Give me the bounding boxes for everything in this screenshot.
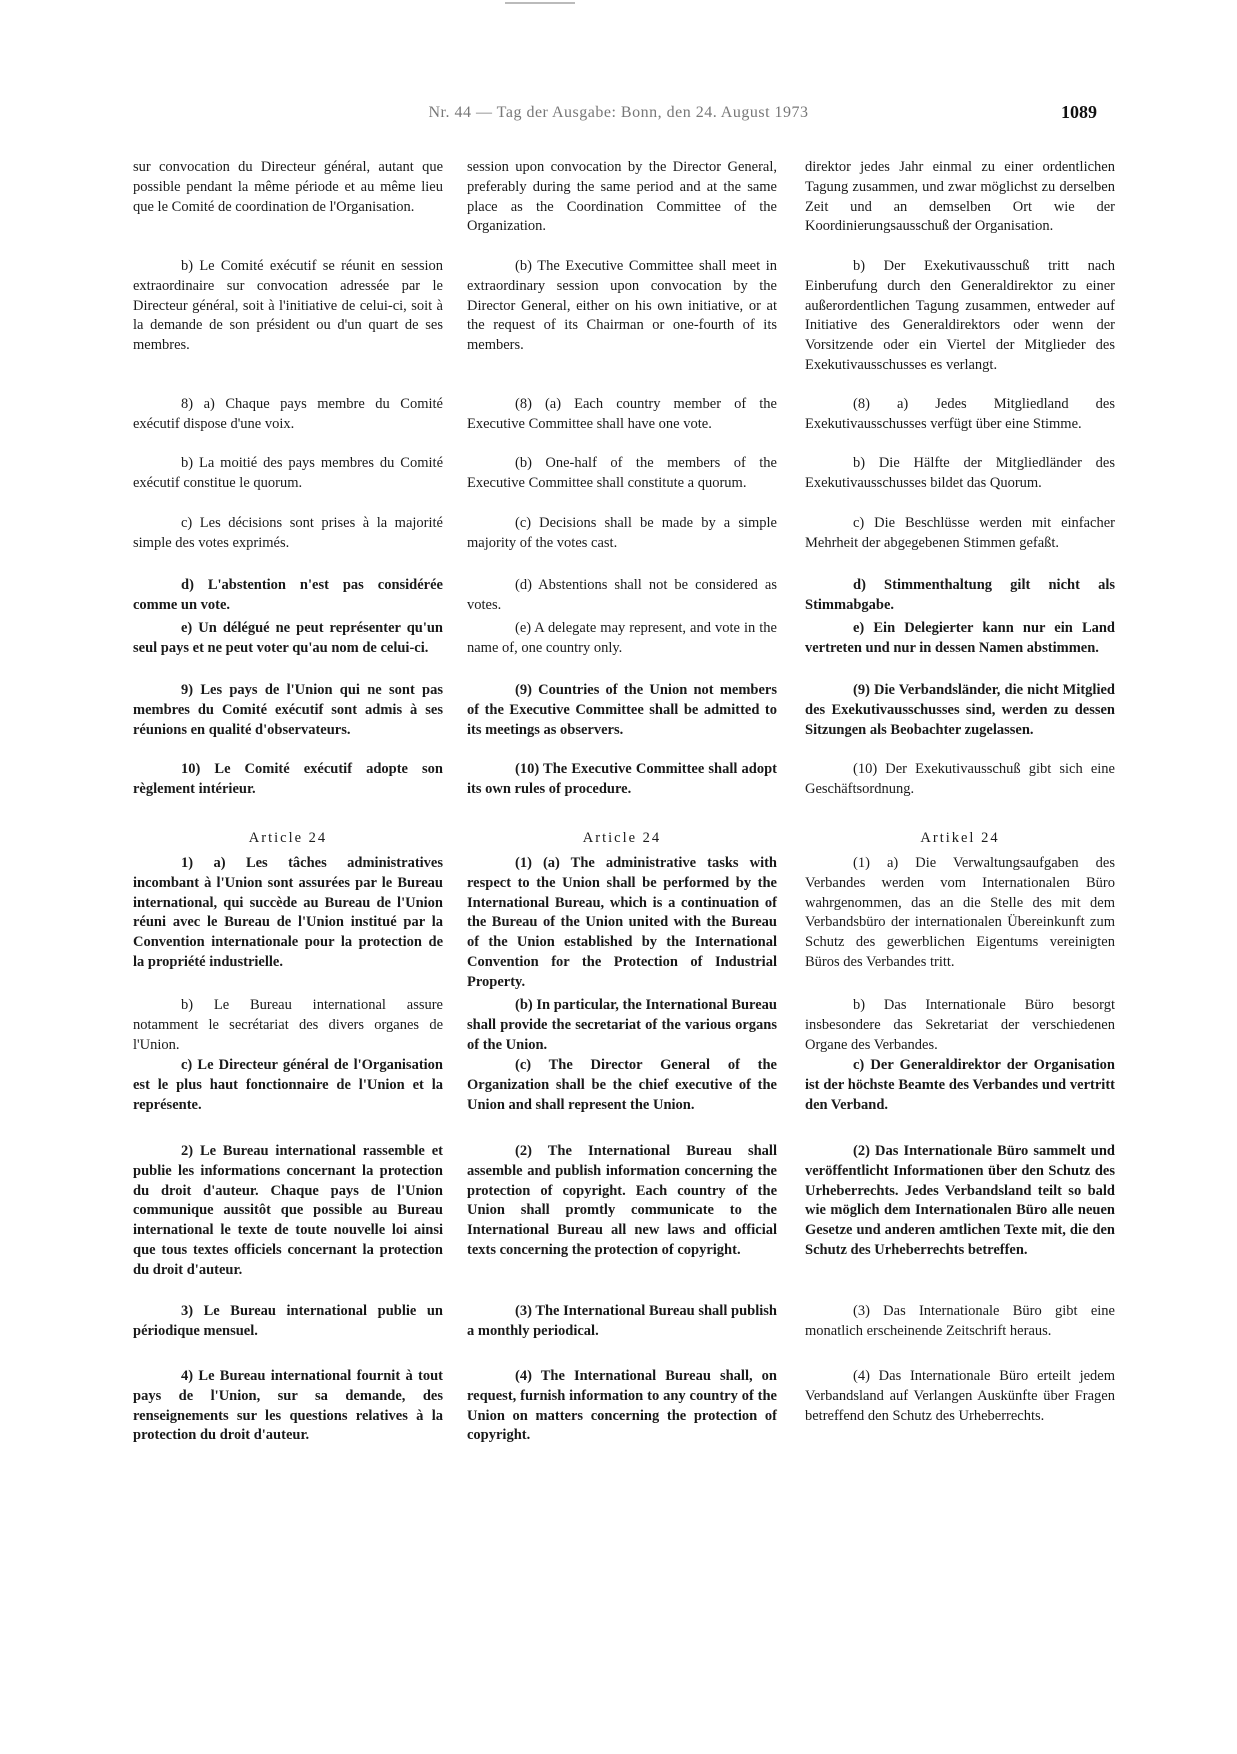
paragraph: c) Le Directeur général de l'Organisation est le plus haut fonctionnaire de l'Union et la représente. [133,1057,443,1113]
paragraph: b) Der Exekutivausschuß tritt nach Einberufung durch den Generaldirektor zu einer außerordentlichen Tagung zusammen, entweder auf Initiative des Generaldirektors oder wenn der Vorsitzende oder ein Viertel der Mitglieder des Exekutivausschusses es verlangt. [805,258,1115,373]
page-header [120,104,1117,128]
paragraph: 8) a) Chaque pays membre du Comité exécutif dispose d'une voix. [133,396,443,432]
paragraph: c) Der Generaldirektor der Organisation ist der höchste Beamte des Verbandes und vertritt den Verband. [805,1057,1115,1113]
article-heading: Article 24 [248,830,328,846]
paragraph: (c) The Director General of the Organization shall be the chief executive of the Union and shall represent the Union. [467,1057,777,1113]
paragraph: (3) Das Internationale Büro gibt eine monatlich erscheinende Zeitschrift heraus. [805,1303,1115,1339]
paragraph: (2) Das Internationale Büro sammelt und veröffentlicht Informationen über den Schutz des Urheberrechts. Jedes Verbandsland teilt so bald wie möglich dem Internationalen Büro alle neuen Gesetze und anderen amtlichen Texte mit, die den Schutz des Urheberrechts betreffen. [805,1143,1115,1258]
paragraph: c) Les décisions sont prises à la majorité simple des votes exprimés. [133,515,443,551]
paragraph: (10) The Executive Committee shall adopt its own rules of procedure. [467,761,777,797]
paragraph: (10) Der Exekutivausschuß gibt sich eine Geschäftsordnung. [805,761,1115,797]
paragraph: e) Un délégué ne peut représenter qu'un seul pays et ne peut voter qu'au nom de celui-ci. [133,620,443,656]
paragraph: direktor jedes Jahr einmal zu einer ordentlichen Tagung zusammen, und zwar möglichst zu derselben Zeit und an demselben Ort wie der Koordinierungsausschuß der Organisation. [805,159,1115,235]
paragraph: (4) The International Bureau shall, on request, furnish information to any country of the Union on matters concerning the protection of copyright. [467,1368,777,1444]
paragraph: (b) One-half of the members of the Executive Committee shall constitute a quorum. [467,455,777,491]
page-number: 1089 [1061,102,1097,122]
paragraph: b) Die Hälfte der Mitgliedländer des Exekutivausschusses bildet das Quorum. [805,455,1115,491]
paragraph: b) Le Comité exécutif se réunit en session extraordinaire sur convocation adressée par le Directeur général, soit à l'initiative de celui-ci, soit à la demande de son président ou d'un quart de ses membres. [133,258,443,354]
paragraph: (9) Die Verbandsländer, die nicht Mitglied des Exekutivausschusses sind, werden zu dessen Sitzungen als Beobachter zugelassen. [805,682,1115,738]
paragraph: 2) Le Bureau international rassemble et publie les informations concernant la protection du droit d'auteur. Chaque pays de l'Union communique aussitôt que possible au Bureau international le texte de toute nouvelle loi ainsi que tous textes officiels concernant la protection du droit d'auteur. [133,1143,443,1278]
article-heading: Article 24 [582,830,662,846]
paragraph: session upon convocation by the Director General, preferably during the same period and at the same place as the Coordination Committee of the Organization. [467,159,777,235]
paragraph: b) Le Bureau international assure notamment le secrétariat des divers organes de l'Union. [133,997,443,1053]
paragraph: (c) Decisions shall be made by a simple majority of the votes cast. [467,515,777,551]
article-heading: Artikel 24 [920,830,1000,846]
scan-mark [505,2,575,4]
paragraph: d) L'abstention n'est pas considérée comme un vote. [133,577,443,613]
paragraph: 1) a) Les tâches administratives incombant à l'Union sont assurées par le Bureau international, qui succède au Bureau de l'Union réuni avec le Bureau de l'Union institué par la Convention internationale pour la protection de la propriété industrielle. [133,855,443,970]
paragraph: (e) A delegate may represent, and vote in the name of, one country only. [467,620,777,656]
paragraph: (8) (a) Each country member of the Executive Committee shall have one vote. [467,396,777,432]
paragraph: 3) Le Bureau international publie un périodique mensuel. [133,1303,443,1339]
paragraph: (4) Das Internationale Büro erteilt jedem Verbandsland auf Verlangen Auskünfte über Fragen betreffend den Schutz des Urheberrechts. [805,1368,1115,1424]
paragraph: 9) Les pays de l'Union qui ne sont pas membres du Comité exécutif sont admis à ses réunions en qualité d'observateurs. [133,682,443,738]
paragraph: (1) (a) The administrative tasks with respect to the Union shall be performed by the International Bureau, which is a continuation of the Bureau of the Union united with the Bureau of the Union established by the International Convention for the Protection of Industrial Property. [467,855,777,990]
paragraph: b) Das Internationale Büro besorgt insbesondere das Sekretariat der verschiedenen Organe des Verbandes. [805,997,1115,1053]
paragraph: e) Ein Delegierter kann nur ein Land vertreten und nur in dessen Namen abstimmen. [805,620,1115,656]
paragraph: c) Die Beschlüsse werden mit einfacher Mehrheit der abgegebenen Stimmen gefaßt. [805,515,1115,551]
paragraph: b) La moitié des pays membres du Comité exécutif constitue le quorum. [133,455,443,491]
paragraph: (1) a) Die Verwaltungsaufgaben des Verbandes werden vom Internationalen Büro wahrgenommen, das an die Stelle des mit dem Verbandsbüro der internationalen Übereinkunft zum Schutz des gewerblichen Eigentums vereinigten Büros des Verbandes tritt. [805,855,1115,970]
paragraph: (b) The Executive Committee shall meet in extraordinary session upon convocation by the Director General, either on his own initiative, or at the request of its Chairman or one-fourth of its members. [467,258,777,354]
paragraph: (b) In particular, the International Bureau shall provide the secretariat of the various organs of the Union. [467,997,777,1053]
paragraph: (8) a) Jedes Mitgliedland des Exekutivausschusses verfügt über eine Stimme. [805,396,1115,432]
running-title: Nr. 44 — Tag der Ausgabe: Bonn, den 24. August 1973 [428,104,809,121]
paragraph: 10) Le Comité exécutif adopte son règlement intérieur. [133,761,443,797]
paragraph: (9) Countries of the Union not members of the Executive Committee shall be admitted to its meetings as observers. [467,682,777,738]
paragraph: d) Stimmenthaltung gilt nicht als Stimmabgabe. [805,577,1115,613]
paragraph: (d) Abstentions shall not be considered as votes. [467,577,777,613]
paragraph: (3) The International Bureau shall publish a monthly periodical. [467,1303,777,1339]
paragraph: (2) The International Bureau shall assemble and publish information concerning the protection of copyright. Each country of the Union shall promtly communicate to the International Bureau all new laws and official texts concerning the protection of copyright. [467,1143,777,1258]
paragraph: 4) Le Bureau international fournit à tout pays de l'Union, sur sa demande, des renseignements sur les questions relatives à la protection du droit d'auteur. [133,1368,443,1444]
paragraph: sur convocation du Directeur général, autant que possible pendant la même période et au même lieu que le Comité de coordination de l'Organisation. [133,159,443,215]
